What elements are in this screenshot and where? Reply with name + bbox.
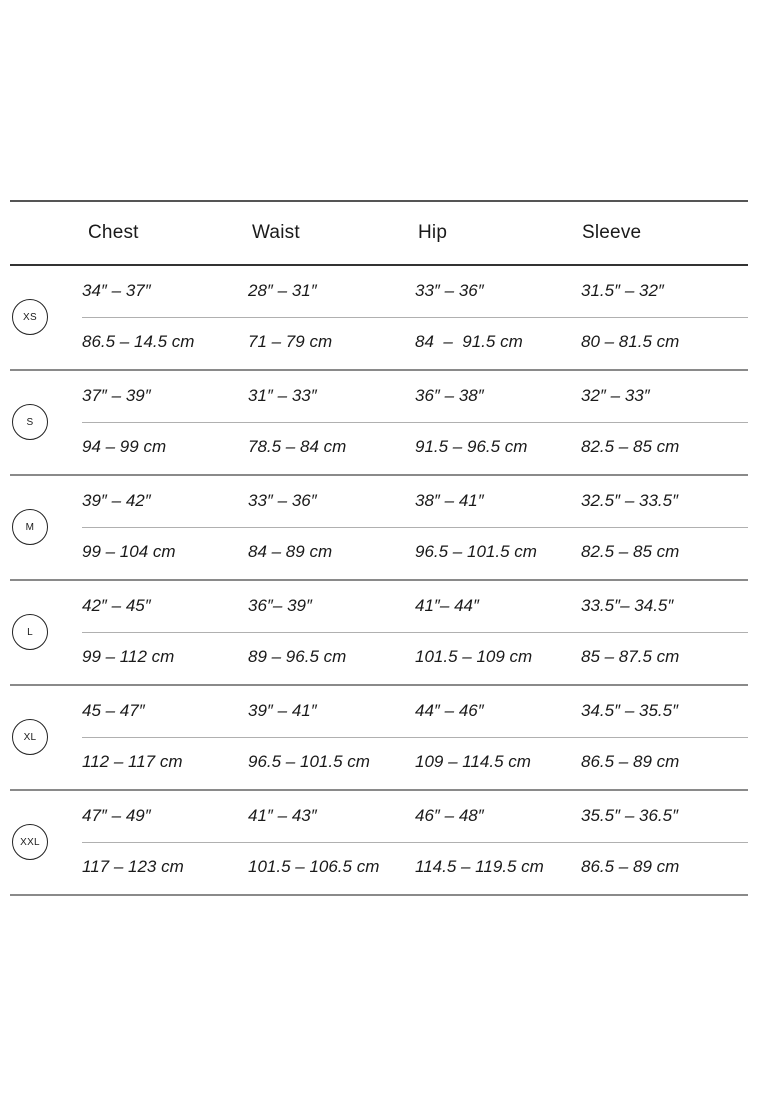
inch-row — [82, 476, 748, 526]
waist-inches: 41″ – 43″ — [248, 806, 317, 825]
hip-inches: 36″ – 38″ — [415, 386, 484, 405]
header-waist: Waist — [252, 222, 300, 243]
chest-cm: 112 – 117 cm — [82, 752, 183, 771]
waist-cm: 89 – 96.5 cm — [248, 647, 347, 666]
hip-inches: 41″– 44″ — [415, 596, 480, 615]
chest-inches: 34″ – 37″ — [82, 281, 151, 300]
sleeve-inches: 31.5″ – 32″ — [581, 281, 664, 300]
cm-row — [82, 527, 748, 577]
inch-row — [82, 266, 748, 316]
chest-inches: 37″ – 39″ — [82, 386, 151, 405]
header-sleeve: Sleeve — [582, 222, 642, 243]
cm-row — [82, 632, 748, 682]
chest-cm: 99 – 104 cm — [82, 542, 176, 561]
chest-inches: 45 – 47″ — [82, 701, 145, 720]
size-row-xxl — [10, 791, 748, 896]
chest-inches: 47″ – 49″ — [82, 806, 151, 825]
hip-cm: 84 – 91.5 cm — [415, 332, 523, 351]
hip-cm: 91.5 – 96.5 cm — [415, 437, 528, 456]
hip-cm: 109 – 114.5 cm — [415, 752, 531, 771]
sleeve-cm: 80 – 81.5 cm — [581, 332, 680, 351]
sleeve-cm: 82.5 – 85 cm — [581, 437, 680, 456]
hip-inches: 33″ – 36″ — [415, 281, 484, 300]
hip-cm: 114.5 – 119.5 cm — [415, 857, 544, 876]
waist-inches: 31″ – 33″ — [248, 386, 317, 405]
waist-inches: 39″ – 41″ — [248, 701, 317, 720]
waist-cm: 84 – 89 cm — [248, 542, 333, 561]
size-badge: S — [12, 404, 48, 440]
cm-row — [82, 842, 748, 892]
size-badge: XXL — [12, 824, 48, 860]
sleeve-cm: 86.5 – 89 cm — [581, 752, 680, 771]
sleeve-inches: 32.5″ – 33.5″ — [581, 491, 679, 510]
hip-inches: 46″ – 48″ — [415, 806, 484, 825]
chest-cm: 99 – 112 cm — [82, 647, 175, 666]
cm-row — [82, 317, 748, 367]
header-chest: Chest — [88, 222, 139, 243]
sleeve-cm: 82.5 – 85 cm — [581, 542, 680, 561]
sleeve-cm: 85 – 87.5 cm — [581, 647, 680, 666]
waist-cm: 101.5 – 106.5 cm — [248, 857, 380, 876]
chest-cm: 117 – 123 cm — [82, 857, 184, 876]
sleeve-inches: 34.5″ – 35.5″ — [581, 701, 679, 720]
chest-cm: 86.5 – 14.5 cm — [82, 332, 195, 351]
sleeve-cm: 86.5 – 89 cm — [581, 857, 680, 876]
size-row-m — [10, 476, 748, 581]
waist-inches: 36″– 39″ — [248, 596, 313, 615]
chest-inches: 42″ – 45″ — [82, 596, 151, 615]
waist-cm: 78.5 – 84 cm — [248, 437, 347, 456]
size-badge: XL — [12, 719, 48, 755]
hip-cm: 101.5 – 109 cm — [415, 647, 533, 666]
chest-cm: 94 – 99 cm — [82, 437, 167, 456]
sleeve-inches: 33.5″– 34.5″ — [581, 596, 674, 615]
waist-inches: 33″ – 36″ — [248, 491, 317, 510]
sleeve-inches: 35.5″ – 36.5″ — [581, 806, 679, 825]
size-row-s — [10, 371, 748, 476]
inch-row — [82, 581, 748, 631]
inch-row — [82, 371, 748, 421]
hip-inches: 38″ – 41″ — [415, 491, 484, 510]
size-row-xl — [10, 686, 748, 791]
header-hip: Hip — [418, 222, 448, 243]
sleeve-inches: 32″ – 33″ — [581, 386, 650, 405]
size-badge: L — [12, 614, 48, 650]
hip-inches: 44″ – 46″ — [415, 701, 484, 720]
inch-row — [82, 791, 748, 841]
cm-row — [82, 737, 748, 787]
size-chart — [10, 200, 748, 896]
inch-row — [82, 686, 748, 736]
size-row-xs — [10, 266, 748, 371]
waist-inches: 28″ – 31″ — [248, 281, 317, 300]
chest-inches: 39″ – 42″ — [82, 491, 151, 510]
header-row — [10, 202, 748, 264]
hip-cm: 96.5 – 101.5 cm — [415, 542, 537, 561]
waist-cm: 96.5 – 101.5 cm — [248, 752, 370, 771]
size-badge: XS — [12, 299, 48, 335]
cm-row — [82, 422, 748, 472]
size-row-l — [10, 581, 748, 686]
waist-cm: 71 – 79 cm — [248, 332, 333, 351]
size-badge: M — [12, 509, 48, 545]
